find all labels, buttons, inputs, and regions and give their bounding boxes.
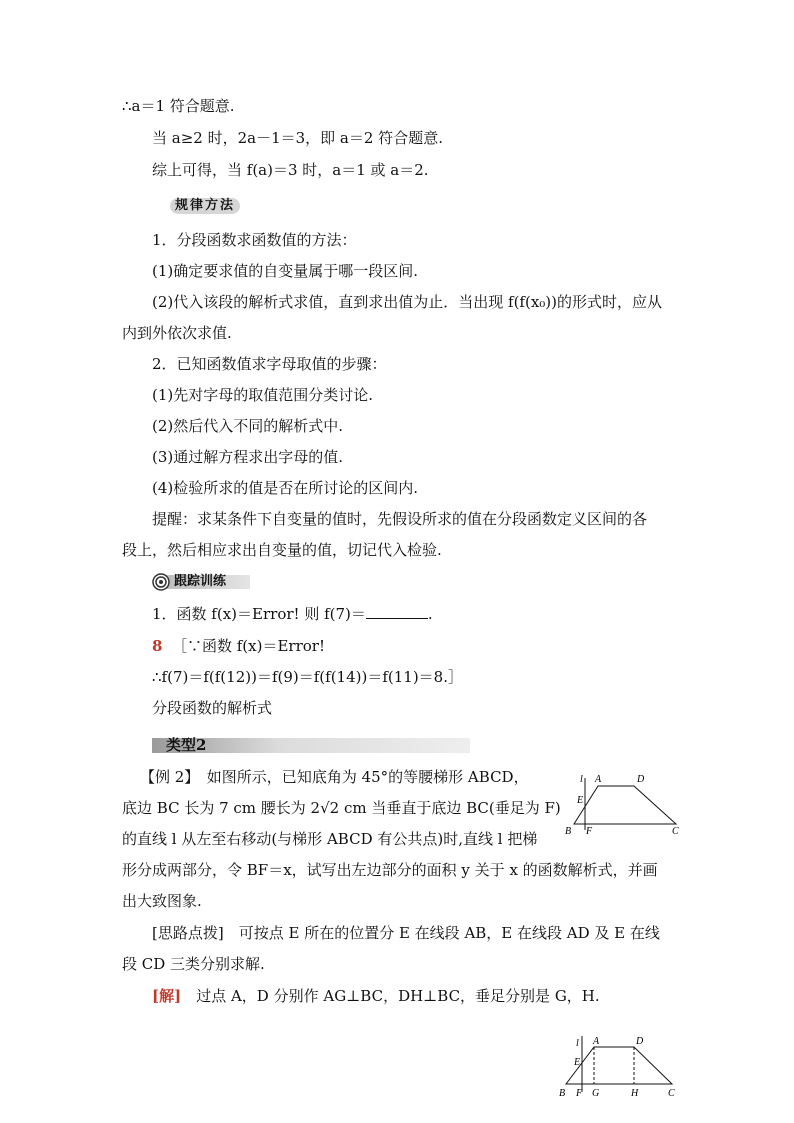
label-A: A <box>593 1036 600 1047</box>
question-end: . <box>427 605 433 623</box>
text-line: (4)检验所求的值是否在所讨论的区间内. <box>152 479 419 497</box>
label-F: F <box>586 826 593 836</box>
hint-line: 段 CD 三类分别求解. <box>122 955 265 973</box>
text-line: 1．分段函数求函数值的方法： <box>152 231 357 249</box>
label-B: B <box>565 826 572 836</box>
label-A: A <box>595 774 602 785</box>
tracking-practice-badge <box>152 572 250 592</box>
answer-line: ∴f(7)＝f(f(12))＝f(9)＝f(f(14))＝f(11)＝8.］ <box>152 668 463 686</box>
label-E: E <box>577 795 584 806</box>
label-H: H <box>631 1088 639 1099</box>
type-banner <box>152 735 470 755</box>
solution-text: 过点 A，D 分别作 AG⊥BC，DH⊥BC，垂足分别是 G，H. <box>181 987 600 1005</box>
text-line: 当 a≥2 时，2a－1＝3，即 a＝2 符合题意. <box>152 129 443 147</box>
track-label: 跟踪训练 <box>174 574 227 589</box>
label-D: D <box>637 774 645 785</box>
question-line <box>152 604 433 624</box>
type-label: 类型2 <box>166 736 207 754</box>
text-line: (2)然后代入不同的解析式中. <box>152 417 344 435</box>
method-badge <box>166 196 244 216</box>
trapezoid-figure <box>560 770 685 836</box>
section-title: 分段函数的解析式 <box>152 699 273 717</box>
label-l: l <box>580 774 583 785</box>
example-line: 底边 BC 长为 7 cm 腰长为 2√2 cm 当垂直于底边 BC(垂足为 F) <box>122 799 561 817</box>
example-line: 出大致图象. <box>122 892 202 910</box>
text-line: (2)代入该段的解析式求值，直到求出值为止．当出现 f(f(x₀))的形式时，应从 <box>152 293 663 311</box>
answer-blank <box>366 604 428 619</box>
label-E: E <box>574 1057 581 1068</box>
example-line: 【例 2】 如图所示，已知底角为 45°的等腰梯形 ABCD， <box>140 768 529 786</box>
label-F: F <box>576 1088 583 1099</box>
text-line: 内到外依次求值. <box>122 324 232 342</box>
question-text: 1．函数 f(x)＝Error! 则 f(7)＝ <box>152 605 366 623</box>
trapezoid-heights-figure <box>556 1034 681 1102</box>
badge-label: 规律方法 <box>174 198 235 213</box>
answer-line <box>152 636 325 656</box>
example-line: 的直线 l 从左至右移动(与梯形 ABCD 有公共点)时,直线 l 把梯 <box>122 830 538 848</box>
tip-line: 段上，然后相应求出自变量的值，切记代入检验. <box>122 541 442 559</box>
text-line: ∴a＝1 符合题意. <box>122 97 235 115</box>
target-icon <box>152 573 170 591</box>
label-l: l <box>576 1038 579 1049</box>
example-line: 形分成两部分，令 BF＝x，试写出左边部分的面积 y 关于 x 的函数解析式，并画 <box>122 861 658 879</box>
text-line: (1)确定要求值的自变量属于哪一段区间. <box>152 262 419 280</box>
label-D: D <box>636 1036 644 1047</box>
answer-number: 8 <box>152 637 163 655</box>
text-line: 综上可得，当 f(a)＝3 时，a＝1 或 a＝2. <box>152 161 429 179</box>
label-B: B <box>559 1088 566 1099</box>
tip-line: 提醒：求某条件下自变量的值时，先假设所求的值在分段函数定义区间的各 <box>152 510 648 528</box>
hint-line: [思路点拨] 可按点 E 所在的位置分 E 在线段 AB，E 在线段 AD 及 E 在线 <box>152 924 660 942</box>
text-line: 2．已知函数值求字母取值的步骤： <box>152 355 387 373</box>
text-line: (1)先对字母的取值范围分类讨论. <box>152 386 374 404</box>
answer-text: ［∵函数 f(x)＝Error! <box>171 637 325 655</box>
label-C: C <box>668 1088 675 1099</box>
solution-line <box>152 986 600 1006</box>
label-G: G <box>592 1088 600 1099</box>
text-line: (3)通过解方程求出字母的值. <box>152 448 344 466</box>
solution-tag: [解] <box>152 987 182 1005</box>
label-C: C <box>672 826 679 836</box>
